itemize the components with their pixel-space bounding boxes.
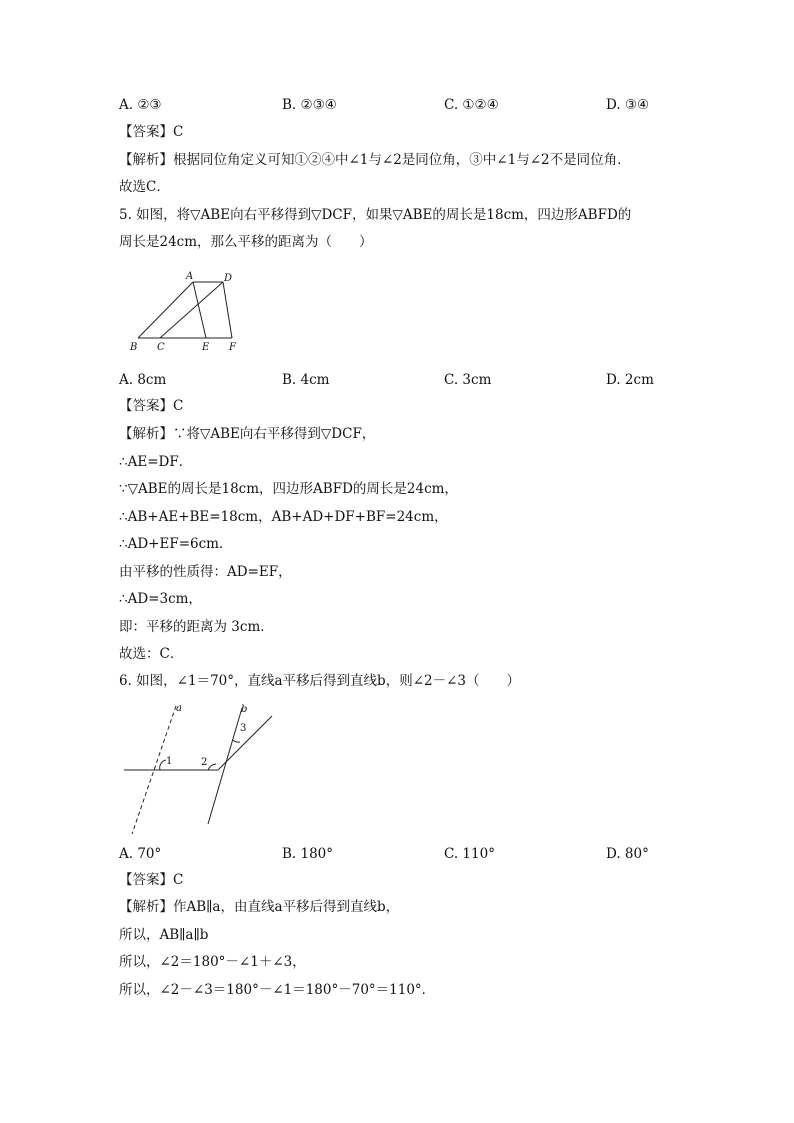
q5-analysis-line-6: 由平移的性质得：AD=EF， [119, 564, 292, 580]
q4-option-b: B. ②③④ [282, 97, 337, 113]
q6-analysis-line-4: 所以，∠2－∠3＝180°－∠1＝180°－70°＝110°． [119, 982, 436, 998]
q5-analysis-line-7: ∴AD=3cm， [119, 591, 202, 607]
q6-option-a: A. 70° [119, 846, 162, 862]
q5-analysis-line-2: ∴AE=DF． [119, 454, 193, 470]
q5-answer: 【答案】C [119, 398, 184, 414]
q6-analysis-line-2: 所以，AB∥a∥b [119, 927, 209, 943]
q4-analysis-line-2: 故选C． [119, 179, 170, 195]
q4-option-d: D. ③④ [606, 97, 650, 113]
q5-stem-line-2: 周长是24cm，那么平移的距离为（ ） [119, 234, 373, 250]
q6-label-a: a [176, 703, 182, 714]
q5-label-a: A [186, 271, 194, 282]
q6-option-b: B. 180° [282, 846, 334, 862]
q5-analysis-line-8: 即：平移的距离为 3cm． [119, 619, 274, 635]
q6-label-angle-3: 3 [240, 723, 247, 734]
q5-option-a: A. 8cm [119, 372, 167, 388]
q6-analysis-line-3: 所以，∠2＝180°－∠1＋∠3， [119, 954, 306, 970]
q4-answer: 【答案】C [119, 124, 184, 140]
q5-label-b: B [130, 342, 138, 353]
q6-label-b: b [241, 704, 248, 715]
q5-analysis-line-3: ∵▽ABE的周长是18cm，四边形ABFD的周长是24cm， [119, 481, 458, 497]
q5-translation-figure [120, 268, 250, 356]
q4-option-c: C. ①②④ [444, 97, 499, 113]
q6-label-angle-2: 2 [201, 757, 208, 768]
q5-option-b: B. 4cm [282, 372, 330, 388]
q6-analysis-line-1: 【解析】作AB∥a，由直线a平移后得到直线b， [119, 899, 400, 915]
q6-parallel-lines-figure [120, 698, 280, 840]
q5-analysis-line-9: 故选：C． [119, 646, 184, 662]
q6-label-angle-1: 1 [166, 756, 173, 767]
q5-analysis-line-5: ∴AD+EF=6cm． [119, 536, 233, 552]
q5-analysis-line-4: ∴AB+AE+BE=18cm，AB+AD+DF+BF=24cm， [119, 509, 448, 525]
q6-option-d: D. 80° [606, 846, 649, 862]
q6-answer: 【答案】C [119, 872, 184, 888]
q4-analysis-line-1: 【解析】根据同位角定义可知①②④中∠1与∠2是同位角，③中∠1与∠2不是同位角． [119, 152, 631, 168]
q5-option-c: C. 3cm [444, 372, 492, 388]
q6-stem: 6. 如图，∠1＝70°，直线a平移后得到直线b，则∠2－∠3（ ） [119, 673, 520, 689]
q5-option-d: D. 2cm [606, 372, 654, 388]
q5-label-f: F [229, 342, 236, 353]
q5-label-c: C [157, 342, 165, 353]
q5-stem-line-1: 5. 如图，将▽ABE向右平移得到▽DCF，如果▽ABE的周长是18cm，四边形ABFD的 [119, 207, 632, 223]
q5-label-d: D [224, 273, 233, 284]
q5-analysis-line-1: 【解析】∵将▽ABE向右平移得到▽DCF， [119, 426, 376, 442]
q5-label-e: E [202, 342, 210, 353]
q4-option-a: A. ②③ [119, 97, 162, 113]
q6-option-c: C. 110° [444, 846, 495, 862]
